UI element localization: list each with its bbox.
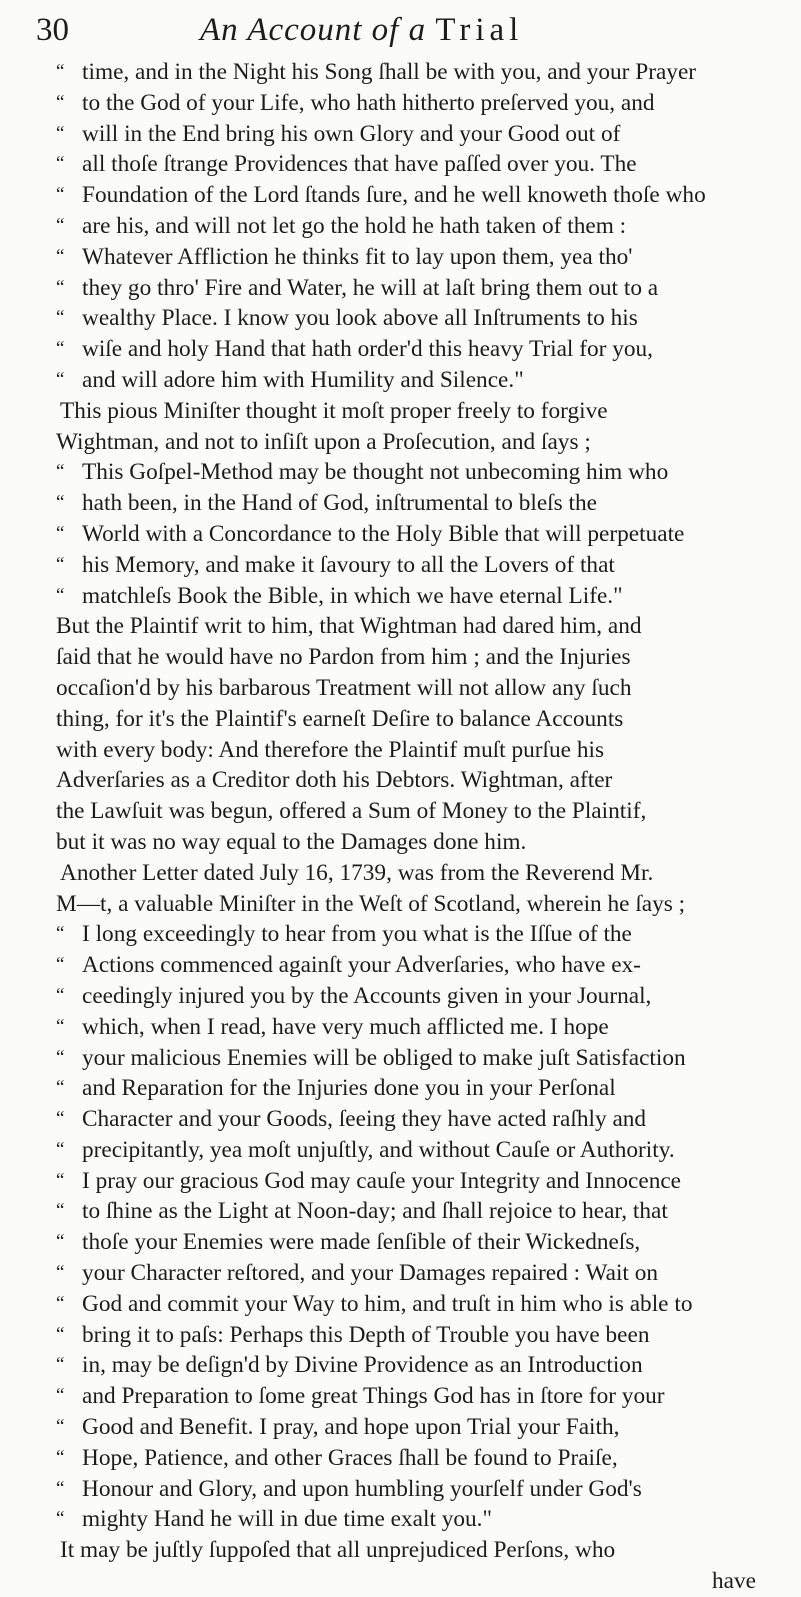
quote-mark: “ <box>56 184 65 206</box>
text-line-content: I long exceedingly to hear from you what is the Iſſue of the <box>82 921 632 948</box>
text-line <box>56 704 776 735</box>
text-line-content: Actions commenced againſt your Adverſaries, who have ex- <box>82 952 641 979</box>
text-line-content: occaſion'd by his barbarous Treatment will not allow any ſuch <box>56 674 632 701</box>
text-line <box>56 1043 776 1074</box>
text-line-content: God and commit your Way to him, and truſt in him who is able to <box>82 1290 693 1317</box>
text-line-content: It may be juſtly ſuppoſed that all unprejudiced Perſons, who <box>60 1537 616 1564</box>
text-line <box>56 1535 776 1566</box>
text-line-content: to the God of your Life, who hath hitherto preſerved you, and <box>82 89 655 116</box>
text-line-content: but it was no way equal to the Damages done him. <box>56 828 527 855</box>
text-line <box>56 550 776 581</box>
text-line-content: Honour and Glory, and upon humbling yourſelf under God's <box>82 1475 642 1502</box>
text-line-content: World with a Concordance to the Holy Bible that will perpetuate <box>82 520 685 547</box>
text-line-content: This pious Miniſter thought it moſt proper freely to forgive <box>60 397 608 424</box>
text-line <box>56 57 776 88</box>
quote-mark: “ <box>56 584 65 606</box>
text-line <box>56 858 776 889</box>
quote-mark: “ <box>56 1446 65 1468</box>
text-line <box>56 211 776 242</box>
text-line <box>56 1474 776 1505</box>
text-line <box>56 765 776 796</box>
text-line-content: and Preparation to ſome great Things God has in ſtore for your <box>82 1383 665 1410</box>
text-line <box>56 1104 776 1135</box>
quote-mark: “ <box>56 1169 65 1191</box>
page-number: 30 <box>36 12 69 48</box>
text-line-content: thoſe your Enemies were made ſenſible of their Wickedneſs, <box>82 1229 641 1256</box>
text-line <box>56 1412 776 1443</box>
text-line-content: your malicious Enemies will be obliged to make juſt Satisfaction <box>82 1044 686 1071</box>
text-line-content: and Reparation for the Injuries done you in your Perſonal <box>82 1075 616 1102</box>
text-line-content: Good and Benefit. I pray, and hope upon Trial your Faith, <box>82 1414 620 1441</box>
text-line-content: ceedingly injured you by the Accounts given in your Journal, <box>82 982 652 1009</box>
text-line-content: they go thro' Fire and Water, he will at laſt bring them out to a <box>82 274 659 301</box>
quote-mark: “ <box>56 122 65 144</box>
text-line-content: ſaid that he would have no Pardon from him ; and the Injuries <box>56 644 631 671</box>
text-line-content: in, may be deſign'd by Divine Providence as an Introduction <box>82 1352 643 1379</box>
quote-mark: “ <box>56 1477 65 1499</box>
quote-mark: “ <box>56 1077 65 1099</box>
text-line-content: M—t, a valuable Miniſter in the Weſt of Scotland, wherein he ſays ; <box>56 890 686 917</box>
text-line <box>56 1289 776 1320</box>
text-line-content: with every body: And therefore the Plaintif muſt purſue his <box>56 736 605 763</box>
text-line <box>56 1012 776 1043</box>
text-line <box>56 1350 776 1381</box>
text-line-content: all thoſe ſtrange Providences that have paſſed over you. The <box>82 151 637 178</box>
text-line-content: thing, for it's the Plaintif's earneſt Deſire to balance Accounts <box>56 705 624 732</box>
quote-mark: “ <box>56 307 65 329</box>
quote-mark: “ <box>56 1262 65 1284</box>
text-line <box>56 242 776 273</box>
text-line <box>56 1227 776 1258</box>
quote-mark: “ <box>56 214 65 236</box>
quote-mark: “ <box>56 461 65 483</box>
text-line <box>56 1166 776 1197</box>
quote-mark: “ <box>56 954 65 976</box>
text-line <box>56 889 776 920</box>
text-line <box>56 1196 776 1227</box>
text-line-content: your Character reſtored, and your Damages repaired : Wait on <box>82 1260 659 1287</box>
text-line <box>56 119 776 150</box>
quote-mark: “ <box>56 1046 65 1068</box>
text-line-content: Another Letter dated July 16, 1739, was from the Reverend Mr. <box>60 859 654 886</box>
text-line <box>56 488 776 519</box>
running-header <box>36 10 752 50</box>
text-line <box>56 1504 776 1535</box>
text-line-content: and will adore him with Humility and Silence." <box>82 366 524 393</box>
text-line-content: Whatever Affliction he thinks fit to lay upon them, yea tho' <box>82 243 633 270</box>
text-line <box>56 149 776 180</box>
quote-mark: “ <box>56 245 65 267</box>
quote-mark: “ <box>56 338 65 360</box>
text-line-content: But the Plaintif writ to him, that Wightman had dared him, and <box>56 613 642 640</box>
text-line-content: Character and your Goods, ſeeing they have acted raſhly and <box>82 1106 647 1133</box>
body-text <box>56 57 776 1597</box>
quote-mark: “ <box>56 1231 65 1253</box>
text-line-content: Adverſaries as a Creditor doth his Debtors. Wightman, after <box>56 767 613 794</box>
text-line-content: which, when I read, have very much afflicted me. I hope <box>82 1013 609 1040</box>
quote-mark: “ <box>56 61 65 82</box>
text-line <box>56 334 776 365</box>
quote-mark: “ <box>56 553 65 575</box>
running-title <box>200 10 523 50</box>
text-line-content: the Lawſuit was begun, offered a Sum of Money to the Plaintif, <box>56 798 647 825</box>
text-line-content: I pray our gracious God may cauſe your Integrity and Innocence <box>82 1167 682 1194</box>
quote-mark: “ <box>56 492 65 514</box>
quote-mark: “ <box>56 1508 65 1530</box>
text-line <box>56 1135 776 1166</box>
text-line-content: time, and in the Night his Song ſhall be with you, and your Prayer <box>82 59 697 85</box>
text-line-content: Hope, Patience, and other Graces ſhall be found to Praiſe, <box>82 1444 618 1471</box>
running-title-caps: Trial <box>435 12 524 48</box>
text-line <box>56 1381 776 1412</box>
text-line <box>56 88 776 119</box>
text-line-content: have <box>712 1568 756 1595</box>
text-line-content: will in the End bring his own Glory and your Good out of <box>82 120 621 147</box>
text-line <box>56 396 776 427</box>
text-line <box>56 919 776 950</box>
text-line <box>56 950 776 981</box>
text-line-content: wealthy Place. I know you look above all Inſtruments to his <box>82 305 638 332</box>
quote-mark: “ <box>56 1416 65 1438</box>
text-line-content: precipitantly, yea moſt unjuſtly, and without Cauſe or Authority. <box>82 1136 675 1163</box>
text-line-content: matchleſs Book the Bible, in which we have eternal Life." <box>82 582 623 609</box>
quote-mark: “ <box>56 1200 65 1222</box>
text-line <box>56 1320 776 1351</box>
text-line <box>56 519 776 550</box>
quote-mark: “ <box>56 923 65 945</box>
quote-mark: “ <box>56 368 65 390</box>
text-line <box>56 1258 776 1289</box>
text-line <box>56 427 776 458</box>
text-line <box>56 981 776 1012</box>
text-line <box>56 365 776 396</box>
text-line <box>56 581 776 612</box>
text-line-content: Foundation of the Lord ſtands ſure, and he well knoweth thoſe who <box>82 182 706 209</box>
text-line-content: Wightman, and not to inſiſt upon a Proſecution, and ſays ; <box>56 428 591 455</box>
text-line <box>56 611 776 642</box>
quote-mark: “ <box>56 276 65 298</box>
text-line <box>56 735 776 766</box>
text-line <box>56 1073 776 1104</box>
quote-mark: “ <box>56 153 65 175</box>
text-line <box>56 180 776 211</box>
quote-mark: “ <box>56 1292 65 1314</box>
quote-mark: “ <box>56 1354 65 1376</box>
text-line <box>56 673 776 704</box>
text-line <box>56 827 776 858</box>
text-line-content: This Goſpel-Method may be thought not unbecoming him who <box>82 459 669 486</box>
text-line <box>56 457 776 488</box>
text-line-content: bring it to paſs: Perhaps this Depth of Trouble you have been <box>82 1321 650 1348</box>
quote-mark: “ <box>56 984 65 1006</box>
text-line-content: are his, and will not let go the hold he hath taken of them : <box>82 212 627 239</box>
text-line <box>56 1566 776 1597</box>
text-line-content: to ſhine as the Light at Noon-day; and ſhall rejoice to hear, that <box>82 1198 668 1225</box>
text-line <box>56 642 776 673</box>
text-line-content: mighty Hand he will in due time exalt you." <box>82 1506 493 1533</box>
text-line-content: hath been, in the Hand of God, inſtrumental to bleſs the <box>82 490 597 517</box>
quote-mark: “ <box>56 1385 65 1407</box>
running-title-italic: An Account of a <box>200 12 427 48</box>
quote-mark: “ <box>56 1015 65 1037</box>
quote-mark: “ <box>56 91 65 113</box>
text-line <box>56 273 776 304</box>
text-line-content: his Memory, and make it ſavoury to all the Lovers of that <box>82 551 615 578</box>
quote-mark: “ <box>56 522 65 544</box>
text-line <box>56 796 776 827</box>
quote-mark: “ <box>56 1108 65 1130</box>
text-line-content: wiſe and holy Hand that hath order'd this heavy Trial for you, <box>82 336 653 363</box>
quote-mark: “ <box>56 1323 65 1345</box>
text-line <box>56 1443 776 1474</box>
text-line <box>56 303 776 334</box>
quote-mark: “ <box>56 1138 65 1160</box>
